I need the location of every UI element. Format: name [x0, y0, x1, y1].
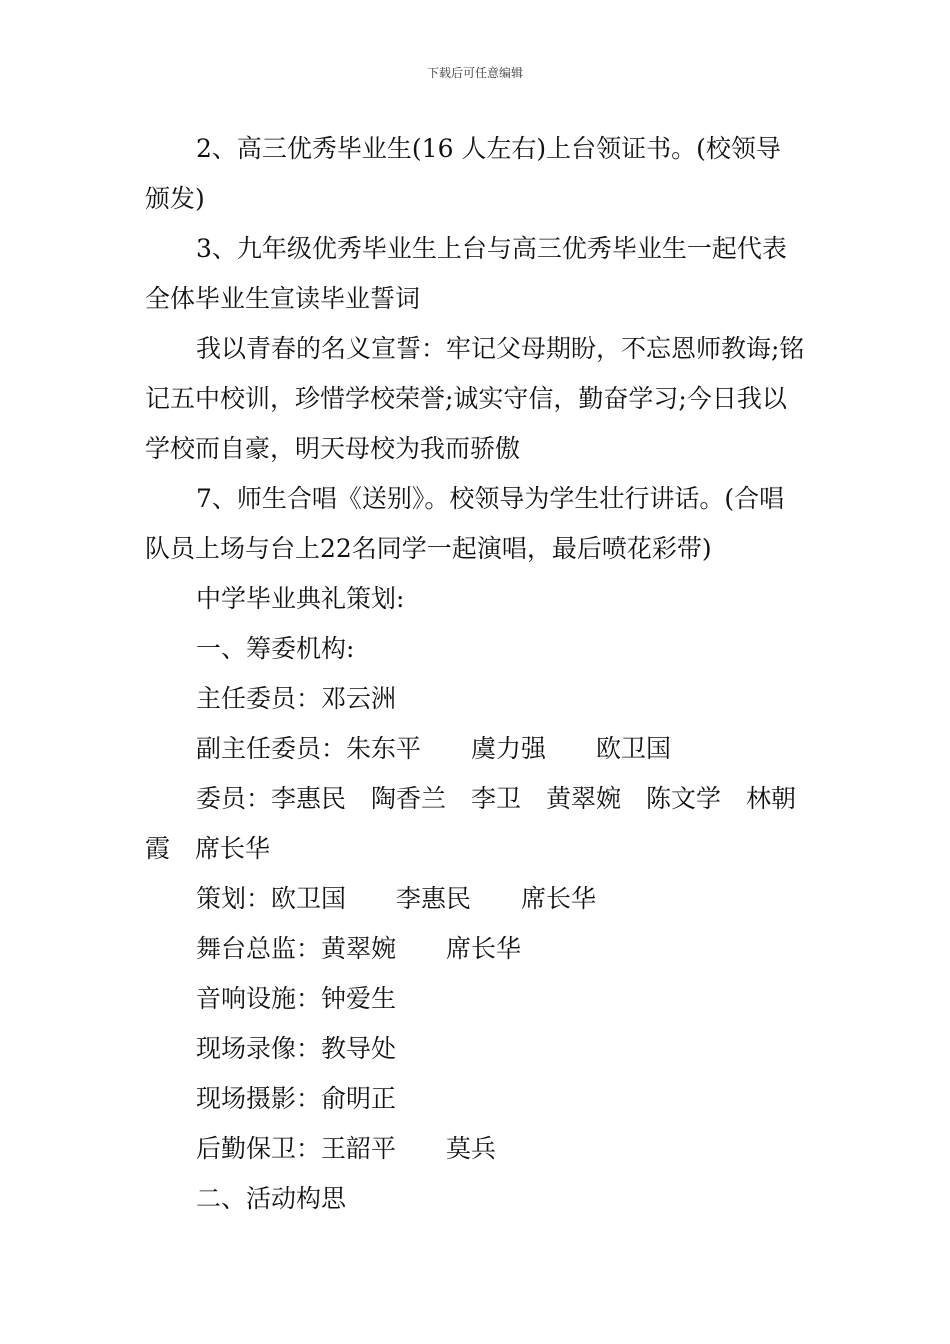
- page-header: 下载后可任意编辑: [426, 66, 523, 80]
- paragraph-deputy-directors: 副主任委员：朱东平 虞力强 欧卫国: [196, 734, 672, 763]
- paragraph-video-recording: 现场录像：教导处: [196, 1034, 397, 1063]
- paragraph-photography: 现场摄影：俞明正: [196, 1084, 397, 1113]
- document-body: [145, 124, 805, 1224]
- paragraph-farewell-song: 7、师生合唱《送别》。校领导为学生壮行讲话。(合唱队员上场与台上22名同学一起演唱，最后喷花彩带): [145, 484, 785, 563]
- paragraph-committee-heading: 一、筹委机构:: [196, 634, 355, 663]
- paragraph-committee-members: 委员：李惠民 陶香兰 李卫 黄翠婉 陈文学 林朝霞 席长华: [145, 784, 797, 863]
- paragraph-graduation-oath: 3、九年级优秀毕业生上台与高三优秀毕业生一起代表全体毕业生宣读毕业誓词: [145, 234, 787, 313]
- paragraph-oath-text: 我以青春的名义宣誓：牢记父母期盼，不忘恩师教诲;铭记五中校训，珍惜学校荣誉;诚实守信，勤奋学习;今日我以学校而自豪，明天母校为我而骄傲: [145, 334, 805, 463]
- paragraph-activity-concept-heading: 二、活动构思: [196, 1184, 347, 1213]
- paragraph-ceremony-plan-heading: 中学毕业典礼策划:: [196, 584, 405, 613]
- paragraph-director: 主任委员：邓云洲: [196, 684, 397, 713]
- paragraph-logistics-security: 后勤保卫：王韶平 莫兵: [196, 1134, 497, 1163]
- paragraph-planning: 策划：欧卫国 李惠民 席长华: [196, 884, 597, 913]
- paragraph-award-certificates: 2、高三优秀毕业生(16 人左右)上台领证书。(校领导颁发): [145, 134, 781, 213]
- paragraph-audio-equipment: 音响设施：钟爱生: [196, 984, 397, 1013]
- paragraph-stage-director: 舞台总监：黄翠婉 席长华: [196, 934, 522, 963]
